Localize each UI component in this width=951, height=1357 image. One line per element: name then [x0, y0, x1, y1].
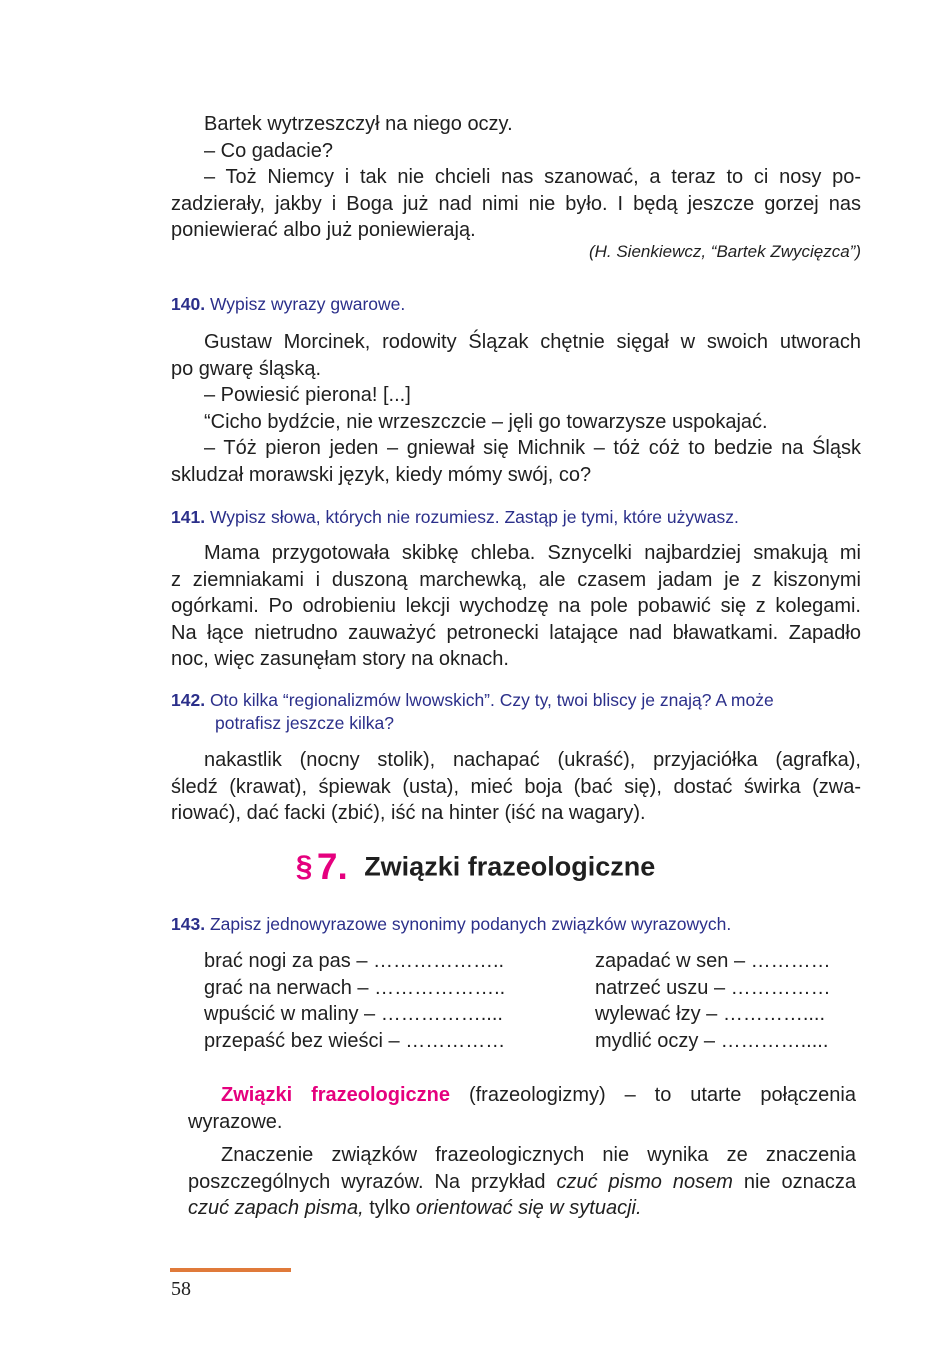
highlighted-term: Związki frazeologiczne	[221, 1084, 450, 1106]
phrase-column-left	[204, 948, 505, 1054]
text-line: Gustaw Morcinek, rodowity Ślązak chętnie sięgał w swoich utworach	[204, 331, 861, 353]
section-heading	[0, 846, 951, 888]
text-line: skludzał morawski język, kiedy mómy swój, co?	[171, 463, 592, 486]
task-140-instruction	[171, 293, 866, 316]
excerpt-line: – Co gadacie?	[204, 139, 333, 162]
excerpt-sienkiewicz	[171, 111, 861, 244]
excerpt-line: zadzierały, jakby i Boga już nad nimi nie było. I będą jeszcze gorzej nas	[171, 192, 861, 215]
text-line: z ziemniakami i duszoną marchewką, ale czasem jadam je z kiszonymi	[171, 568, 861, 591]
definition-paragraph	[188, 1082, 856, 1135]
text-line: nakastlik (nocny stolik), nachapać (ukraść), przyjaciółka (agrafka),	[204, 749, 861, 771]
task-number: 143.	[171, 914, 206, 934]
text-line: śledź (krawat), śpiewak (usta), mieć boja (bać się), dostać świrka (zwa-	[171, 775, 861, 798]
explanation-text: Znaczenie związków frazeologicznych nie wynika ze znaczenia poszczególnych wyrazów. Na przykład	[188, 1144, 856, 1193]
example-idiom: czuć pismo nosem	[556, 1170, 733, 1193]
task-142-instruction	[171, 689, 866, 735]
excerpt-line: – Toż Niemcy i tak nie chcieli nas szanować, a teraz to ci nosy po-	[204, 166, 861, 188]
task-instruction: Wypisz słowa, których nie rozumiesz. Zastąp je tymi, które używasz.	[209, 507, 739, 527]
task-141-text	[171, 540, 861, 673]
citation: (H. Sienkiewcz, “Bartek Zwycięzca”)	[588, 242, 861, 261]
section-title: Związki frazeologiczne	[364, 851, 656, 882]
phrase-item: grać na nerwach – ………………..	[204, 976, 506, 999]
explanation-paragraph	[188, 1142, 856, 1222]
phrase-item: zapadać w sen – …………	[595, 950, 831, 972]
footer-accent-line	[170, 1268, 291, 1272]
definition-rule	[188, 1082, 856, 1222]
task-instruction: Wypisz wyrazy gwarowe.	[209, 294, 406, 314]
phrase-item: natrzeć uszu – ……………	[595, 976, 831, 999]
task-number: 142.	[171, 690, 206, 710]
task-141-instruction	[171, 506, 866, 529]
text-line: Mama przygotowała skibkę chleba. Sznycelki najbardziej smakują mi	[204, 542, 861, 564]
page-number: 58	[171, 1278, 191, 1300]
text-line: ogórkami. Po odrobieniu lekcji wychodzę na pole pobawić się z kolegami.	[171, 595, 861, 617]
definition-text: (frazeologizmy) – to utarte połączenia wyrazowe.	[188, 1084, 856, 1133]
task-143-instruction	[171, 913, 866, 936]
explanation-text: tylko	[363, 1197, 416, 1219]
task-instruction: Zapisz jednowyrazowe synonimy podanych związków wyrazowych.	[209, 914, 732, 934]
phrase-item: wpuścić w maliny – ……………....	[204, 1003, 503, 1025]
text-line: noc, więc zasunęłam story na oknach.	[171, 648, 509, 670]
task-instruction-continued: potrafisz jeszcze kilka?	[215, 713, 394, 733]
task-142-text	[171, 747, 861, 827]
task-140-text	[171, 329, 861, 488]
excerpt-line: Bartek wytrzeszczył na niego oczy.	[204, 113, 513, 135]
section-number: 7.	[316, 846, 348, 887]
literal-meaning: czuć zapach pisma,	[188, 1197, 364, 1219]
task-number: 141.	[171, 507, 206, 527]
text-line: – Tóż pieron jeden – gniewał się Michnik – tóż cóż to bedzie na Śląsk	[204, 437, 861, 459]
section-symbol: §	[295, 850, 313, 883]
text-line: “Cicho bydźcie, nie wrzeszczcie – jęli go towarzysze uspokajać.	[204, 410, 768, 433]
excerpt-line: poniewierać albo już poniewierają.	[171, 219, 476, 241]
phrase-column-right	[595, 948, 831, 1054]
text-line: po gwarę śląską.	[171, 357, 322, 380]
phrase-item: wylewać łzy – …………....	[595, 1003, 826, 1025]
text-line: Na łące nietrudno zauważyć petronecki latające nad bławatkami. Zapadło	[171, 621, 861, 644]
task-number: 140.	[171, 294, 206, 314]
phrase-item: brać nogi za pas – ………………..	[204, 950, 505, 972]
figurative-meaning: orientować się w sytuacji.	[415, 1197, 642, 1219]
phrase-item: przepaść bez wieści – ……………	[204, 1029, 506, 1052]
task-instruction: Oto kilka “regionalizmów lwowskich”. Czy ty, twoi bliscy je znają? A może	[209, 690, 774, 710]
text-line: – Powiesić pierona! [...]	[204, 384, 411, 406]
text-line: riować), dać facki (zbić), iść na hinter (iść na wagary).	[171, 802, 646, 824]
phrase-item: mydlić oczy – ………….....	[595, 1029, 829, 1052]
explanation-text: nie oznacza	[732, 1170, 856, 1193]
